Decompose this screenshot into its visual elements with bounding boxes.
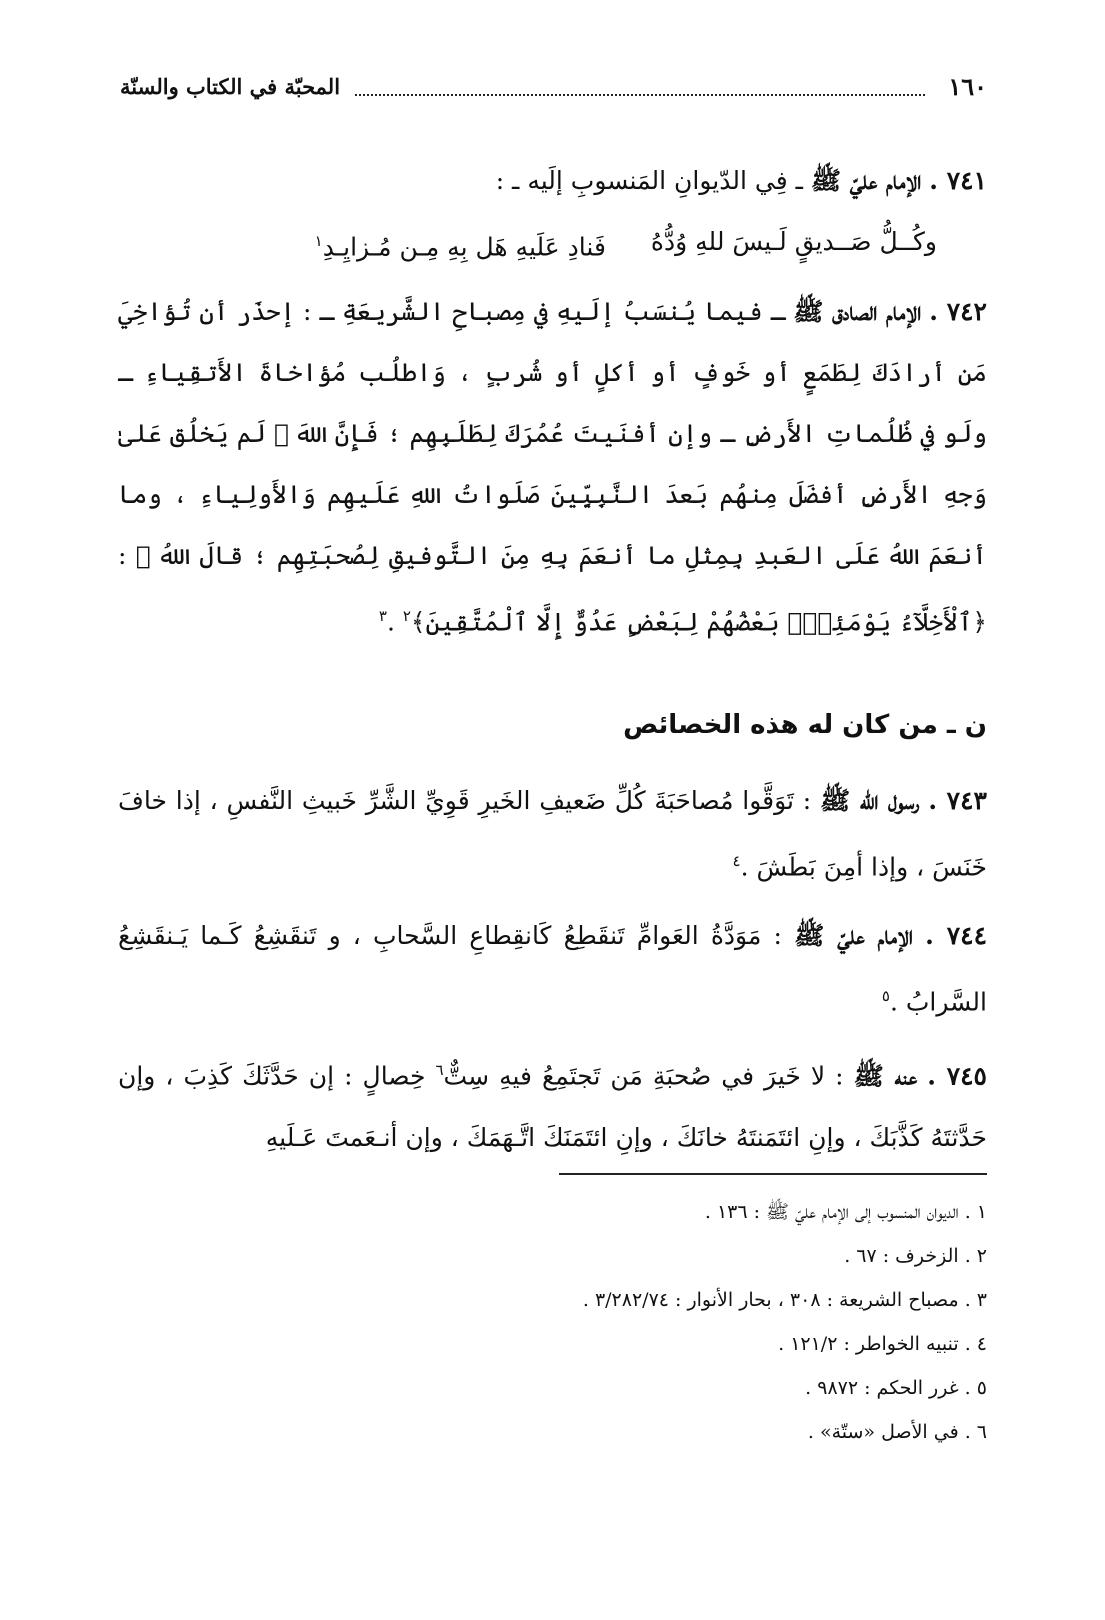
entry-text-continued: خِصالٍ : إن حَدَّثَكَ كَذِبَ ، وإن حَدَّثتَهُ كَذَّبَكَ ، وإنِ ائتَمَنتَهُ خانَكَ ، وإنِ ائتَمَنَكَ اتَّـهَمَكَ ، وإن أنـعَمتَ عَـلَيهِ <box>118 1061 987 1152</box>
footnote-separator <box>559 1173 987 1175</box>
hadith-entry-744 <box>118 905 987 1032</box>
footnote: ٥ . غرر الحكم : ٩٨٧٢ . <box>805 1377 987 1399</box>
footnotes <box>118 1190 987 1454</box>
verse-second-hemistich: فَنادِ عَلَيهِ هَل بِهِ مِـن مُـزايِـدِ$^١$ <box>314 232 606 262</box>
book-title: المحبّة في الكتاب والسنّة <box>120 74 341 99</box>
footnote-ref: ٥ <box>881 986 890 1005</box>
entry-number: ٧٤١ . <box>929 166 987 195</box>
footnote: ٣ . مصباح الشريعة : ٣٠٨ ، بحار الأنوار : ٣/٢٨٢/٧٤ . <box>582 1289 987 1311</box>
entry-number: ٧٤٣ . <box>928 785 987 815</box>
entry-number: ٧٤٤ . <box>925 920 988 950</box>
entry-source: رسول الله ﷺ <box>820 785 920 815</box>
page-number: ١٦٠ <box>948 72 987 101</box>
footnote: ٤ . تنبيه الخواطر : ١٢١/٢ . <box>778 1333 987 1355</box>
entry-text: : مَوَدَّةُ العَوامِّ تَنقَطِعُ كَانقِطاعِ السَّحابِ ، و تَنقَشِعُ كَـما يَـنقَشِعُ السَّرابُ . <box>118 920 987 1017</box>
running-header <box>120 70 987 110</box>
footnote-ref: ٤ <box>732 851 741 870</box>
entry-source: عنه ﷺ <box>853 1061 918 1091</box>
footnote-ref: ٣ <box>378 607 387 626</box>
entry-text: : لا خَيرَ في صُحبَةِ مَن تَجتَمِعُ فيهِ سِتٌّ <box>443 1061 844 1091</box>
footnote: ٦ . في الأصل «ستّة» . <box>807 1421 987 1443</box>
footnote-ref: ٦ <box>435 1061 444 1080</box>
footnote: ١ . الديوان المنسوب إلى الإمام عليّ ﷺ : ١٣٦ . <box>704 1201 987 1223</box>
footnote-ref: ٢ <box>402 607 411 626</box>
entry-source: الإمام عليّ ﷺ <box>794 920 913 950</box>
header-leader-dots <box>355 94 925 96</box>
entry-source: الإمام الصادق ﷺ <box>793 297 922 327</box>
hadith-entry-741 <box>118 150 987 211</box>
entry-source: الإمام عليّ ﷺ <box>810 166 922 195</box>
entry-number: ٧٤٥ . <box>927 1061 987 1091</box>
entry-number: ٧٤٢ . <box>929 297 987 327</box>
entry-text: ـ فِي الدّيوانِ المَنسوبِ إلَيه ـ : <box>495 166 803 195</box>
verse-first-hemistich: وكُــلُّ صَــديقٍ لَـيسَ للهِ وُدُّهُ <box>650 227 937 256</box>
entry-text: : تَوَقَّوا مُصاحَبَةَ كُلِّ ضَعيفِ الخَيرِ قَوِيِّ الشَّرِّ خَبيثِ النَّفسِ ، إذا خافَ خَنَسَ ، وإذا أمِنَ بَطَشَ . <box>118 785 987 881</box>
entry-text: ـ فيما يُنسَبُ إلَيهِ في مِصباحِ الشَّريعَةِ ـ : إحذَر أن تُؤاخِيَ مَن أرادَكَ لِطَمَعٍ أو خَوفٍ أو أكلٍ أو شُربٍ ، وَاطلُب مُؤاخاةَ الأَتقِياءِ ـ ولَو في ظُلُماتِ الأَرضِ ـ وإن أفنَيتَ عُمُرَكَ لِطَلَبِهِم ؛ فَإِنَّ اللهَ ﷻ لَم يَخلُق عَلىٰ وَجهِ الأَرضِ أفضَلَ مِنهُم بَعدَ النَّبِيِّينَ صَلَواتُ اللهِ عَلَيهِم وَالأَولِياءِ ، وما أنعَمَ اللهُ عَلَى العَبدِ بِمِثلِ ما أنعَمَ بِهِ مِنَ التَّوفيقِ لِصُحبَتِهِم ؛ قالَ اللهُ ﷻ : ﴿ٱلْأَخِلَّآءُ يَوْمَئِذٍۭ بَعْضُهُمْ لِبَعْضٍ عَدُوٌّ إِلَّا ٱلْمُتَّقِينَ﴾ <box>118 297 987 637</box>
main-text <box>118 150 987 1168</box>
poem-verse <box>118 211 987 277</box>
hadith-entry-743 <box>118 770 987 897</box>
footnote-ref: ١ <box>314 232 323 250</box>
entry-text-end: . <box>386 607 403 637</box>
footnote: ٢ . الزخرف : ٦٧ . <box>844 1245 987 1267</box>
section-heading: ن ـ من كان له هذه الخصائص <box>623 709 987 740</box>
hadith-entry-742 <box>118 281 987 652</box>
hadith-entry-745 <box>118 1040 987 1167</box>
